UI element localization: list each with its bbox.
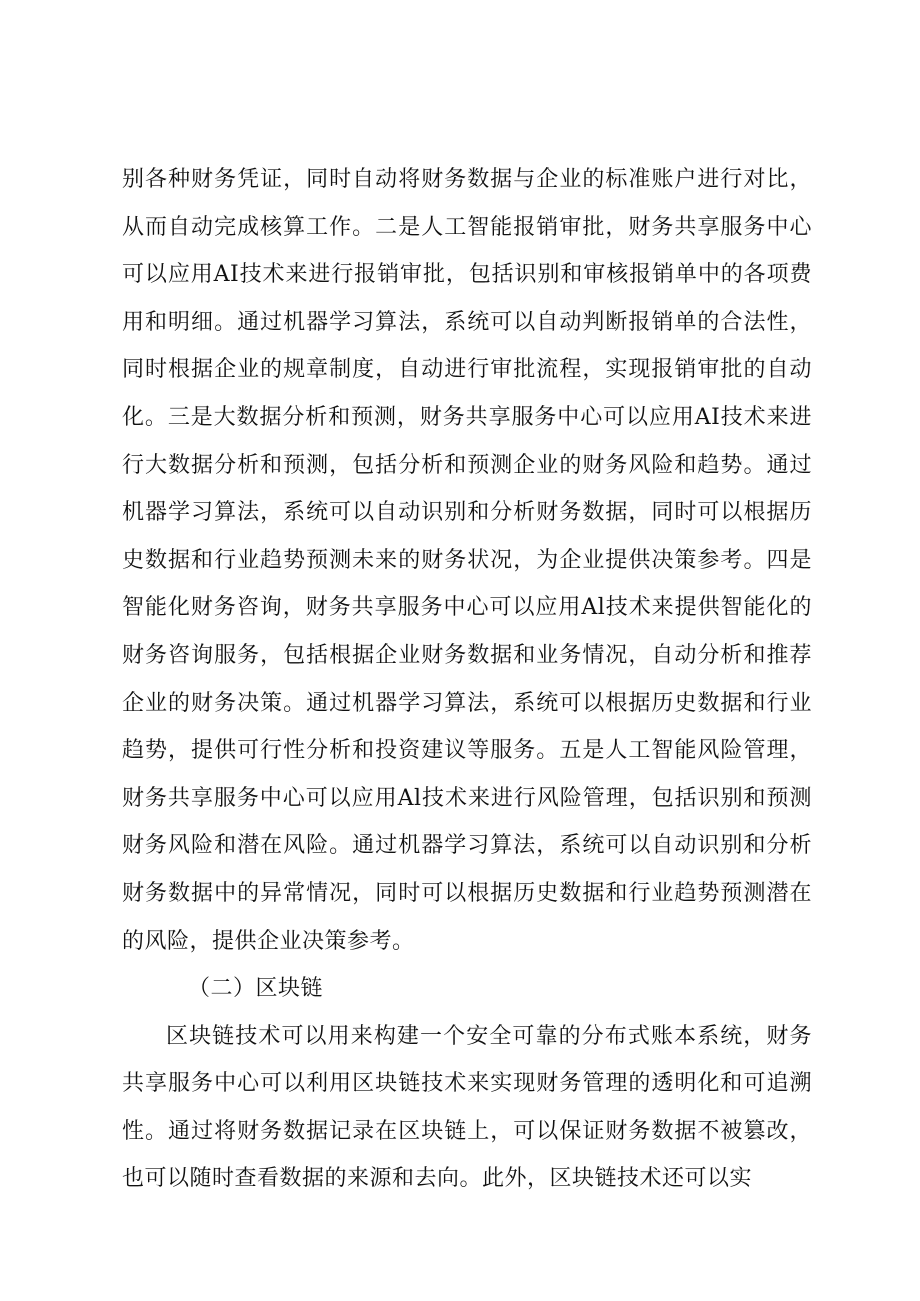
document-body: [122, 156, 812, 1203]
paragraph-blockchain: 区块链技术可以用来构建一个安全可靠的分布式账本系统，财务共享服务中心可以利用区块链技术来实现财务管理的透明化和可追溯性。通过将财务数据记录在区块链上，可以保证财务数据不被篡改，也可以随时查看数据的来源和去向。此外，区块链技术还可以实: [122, 1023, 812, 1192]
paragraph-ai-applications: 别各种财务凭证，同时自动将财务数据与企业的标准账户进行对比，从而自动完成核算工作。二是人工智能报销审批，财务共享服务中心可以应用AI技术来进行报销审批，包括识别和审核报销单中的各项费用和明细。通过机器学习算法，系统可以自动判断报销单的合法性，同时根据企业的规章制度，自动进行审批流程，实现报销审批的自动化。三是大数据分析和预测，财务共享服务中心可以应用AI技术来进行大数据分析和预测，包括分析和预测企业的财务风险和趋势。通过机器学习算法，系统可以自动识别和分析财务数据，同时可以根据历史数据和行业趋势预测未来的财务状况，为企业提供决策参考。四是智能化财务咨询，财务共享服务中心可以应用Al技术来提供智能化的财务咨询服务，包括根据企业财务数据和业务情况，自动分析和推荐企业的财务决策。通过机器学习算法，系统可以根据历史数据和行业趋势，提供可行性分析和投资建议等服务。五是人工智能风险管理，财务共享服务中心可以应用Al技术来进行风险管理，包括识别和预测财务风险和潜在风险。通过机器学习算法，系统可以自动识别和分析财务数据中的异常情况，同时可以根据历史数据和行业趋势预测潜在的风险，提供企业决策参考。: [122, 167, 812, 954]
section-heading-blockchain: （二）区块链: [188, 976, 324, 1002]
